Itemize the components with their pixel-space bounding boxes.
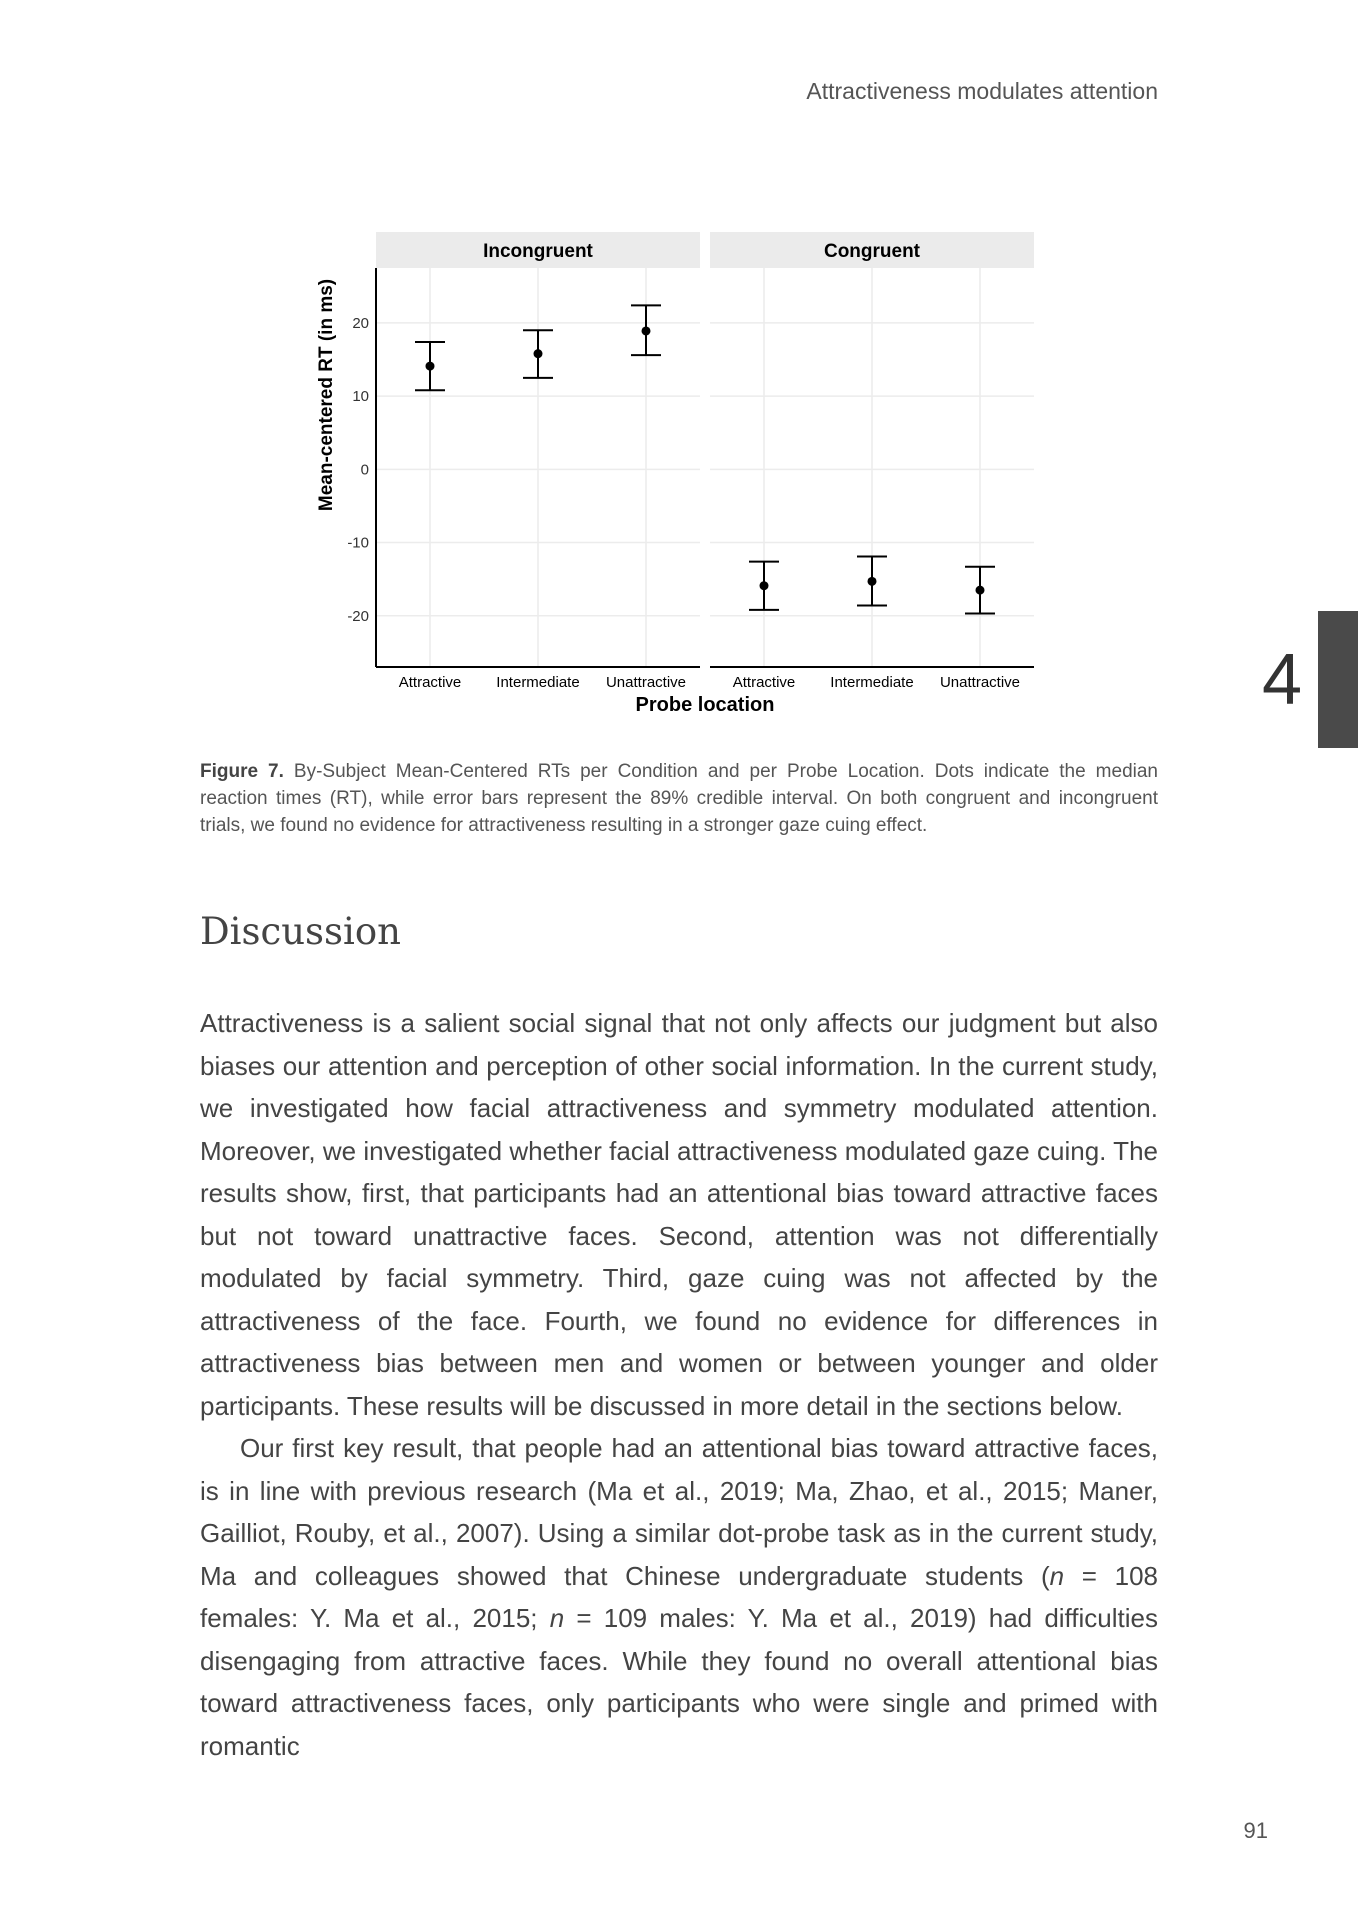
- paragraph: [200, 1427, 1158, 1767]
- x-axis-title: Probe location: [635, 694, 775, 716]
- chapter-tab: [1318, 611, 1358, 748]
- median-point: [868, 577, 877, 586]
- figure-caption: [200, 758, 1158, 839]
- page-number: 91: [1243, 1818, 1268, 1843]
- section-heading: Discussion: [200, 910, 401, 953]
- caption-text: By-Subject Mean-Centered RTs per Condition and per Probe Location. Dots indicate the median reaction times (RT), while error bars represent the 89% credible interval. On both congruent and incongruent trials, we found no evidence for attractiveness resulting in a stronger gaze cuing effect.: [200, 761, 1158, 836]
- x-tick-label: Unattractive: [939, 674, 1021, 691]
- paragraph-segment: Our first key result, that people had an attentional bias toward attractive faces, is in line with previous research (Ma et al., 2019; Ma, Zhao, et al., 2015; Maner, Gailliot, Rouby, et al., 2007). Using a similar dot-probe task as in the current study, Ma and colleagues showed that Chinese undergraduate students (: [200, 1433, 1158, 1591]
- x-tick-label: Intermediate: [496, 674, 580, 691]
- x-tick-label: Attractive: [732, 674, 796, 691]
- y-tick-label: 20: [352, 314, 369, 332]
- median-point: [642, 326, 651, 335]
- median-point: [534, 349, 543, 358]
- y-axis-title: Mean-centered RT (in ms): [316, 278, 337, 512]
- paragraph: Attractiveness is a salient social signal that not only affects our judgment but also biases our attention and perception of other social information. In the current study, we investigated how facial attractiveness and symmetry modulated attention. Moreover, we investigated whether facial attractiveness modulated gaze cuing. The results show, first, that participants had an attentional bias toward attractive faces but not toward unattractive faces. Second, attention was not differentially modulated by facial symmetry. Third, gaze cuing was not affected by the attractiveness of the face. Fourth, we found no evidence for differences in attractiveness bias between men and women or between younger and older participants. These results will be discussed in more detail in the sections below.: [200, 1008, 1158, 1421]
- x-tick-label: Attractive: [398, 674, 462, 691]
- paragraph-segment: = 109 males: Y. Ma et al., 2019) had difficulties disengaging from attractive faces. While they found no overall attentional bias toward attractiveness faces, only participants who were single and primed with romantic: [200, 1603, 1159, 1761]
- y-tick-label: -10: [347, 534, 369, 552]
- figure-7-chart: [300, 220, 1060, 720]
- paragraph-segment: = 108 females: Y. Ma et al., 2015;: [200, 1560, 1158, 1633]
- y-tick-label: -20: [347, 607, 369, 625]
- median-point: [426, 362, 435, 371]
- y-tick-label: 10: [352, 388, 369, 406]
- x-tick-label: Unattractive: [605, 674, 687, 691]
- n-symbol: n: [1049, 1560, 1065, 1591]
- running-head: Attractiveness modulates attention: [806, 78, 1158, 104]
- median-point: [760, 581, 769, 590]
- median-point: [976, 586, 985, 595]
- facet-label: Incongruent: [483, 241, 593, 262]
- facet-label: Congruent: [823, 241, 921, 262]
- y-tick-label: 0: [360, 461, 369, 479]
- caption-label: Figure 7.: [200, 761, 284, 782]
- x-tick-label: Intermediate: [830, 674, 914, 691]
- chapter-number: 4: [1262, 640, 1303, 720]
- n-symbol: n: [549, 1603, 565, 1633]
- body-text: [200, 1002, 1158, 1767]
